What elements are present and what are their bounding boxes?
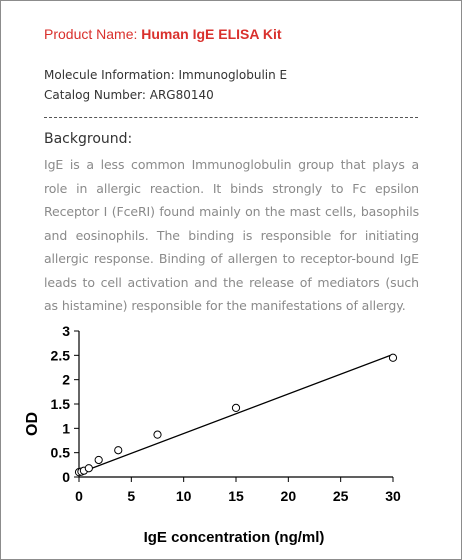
y-tick-label: 1: [62, 420, 70, 437]
data-points: [75, 354, 396, 476]
standard-curve-chart: [1, 319, 441, 559]
data-point: [85, 465, 92, 472]
x-tick-label: 15: [228, 488, 244, 504]
molecule-information: Molecule Information: Immunoglobulin E: [44, 68, 288, 82]
y-axis-ticks: [51, 323, 79, 485]
background-paragraph: IgE is a less common Immunoglobulin group that plays a role in allergic reaction. It binds strongly to Fc epsilon Receptor I (FceRI) found mainly on the mast cells, basophils and eosinophils. The binding is responsible for initiating allergic response. Binding of allergen to receptor-bound IgE leads to cell activation and the release of mediators (such as histamine) responsible for the manifestations of allergy.: [44, 157, 419, 313]
dashed-divider: [44, 117, 418, 118]
y-tick-label: 0: [62, 469, 70, 485]
data-point: [232, 404, 239, 411]
data-point: [115, 447, 122, 454]
y-tick-label: 1.5: [50, 396, 70, 412]
x-tick-label: 5: [127, 488, 136, 504]
x-axis-label: IgE concentration (ng/ml): [143, 529, 325, 546]
x-tick-label: 10: [175, 488, 192, 504]
x-tick-label: 0: [75, 488, 83, 504]
x-tick-label: 30: [385, 488, 401, 504]
trendline: [79, 354, 393, 473]
product-name-label: Product Name:: [44, 26, 138, 42]
background-heading: Background:: [44, 131, 133, 147]
product-name-value: Human IgE ELISA Kit: [141, 26, 282, 42]
data-point: [95, 456, 102, 463]
product-name: [44, 26, 282, 42]
y-axis-label: OD: [24, 412, 41, 436]
data-point: [389, 354, 396, 361]
catalog-number: Catalog Number: ARG80140: [44, 88, 214, 102]
x-tick-label: 20: [280, 488, 297, 504]
data-point: [154, 431, 161, 438]
x-axis-ticks: [75, 477, 401, 504]
y-tick-label: 0.5: [50, 444, 70, 461]
x-tick-label: 25: [332, 488, 349, 504]
y-tick-label: 2: [62, 371, 70, 388]
y-tick-label: 2.5: [50, 347, 70, 364]
y-tick-label: 3: [62, 323, 70, 339]
